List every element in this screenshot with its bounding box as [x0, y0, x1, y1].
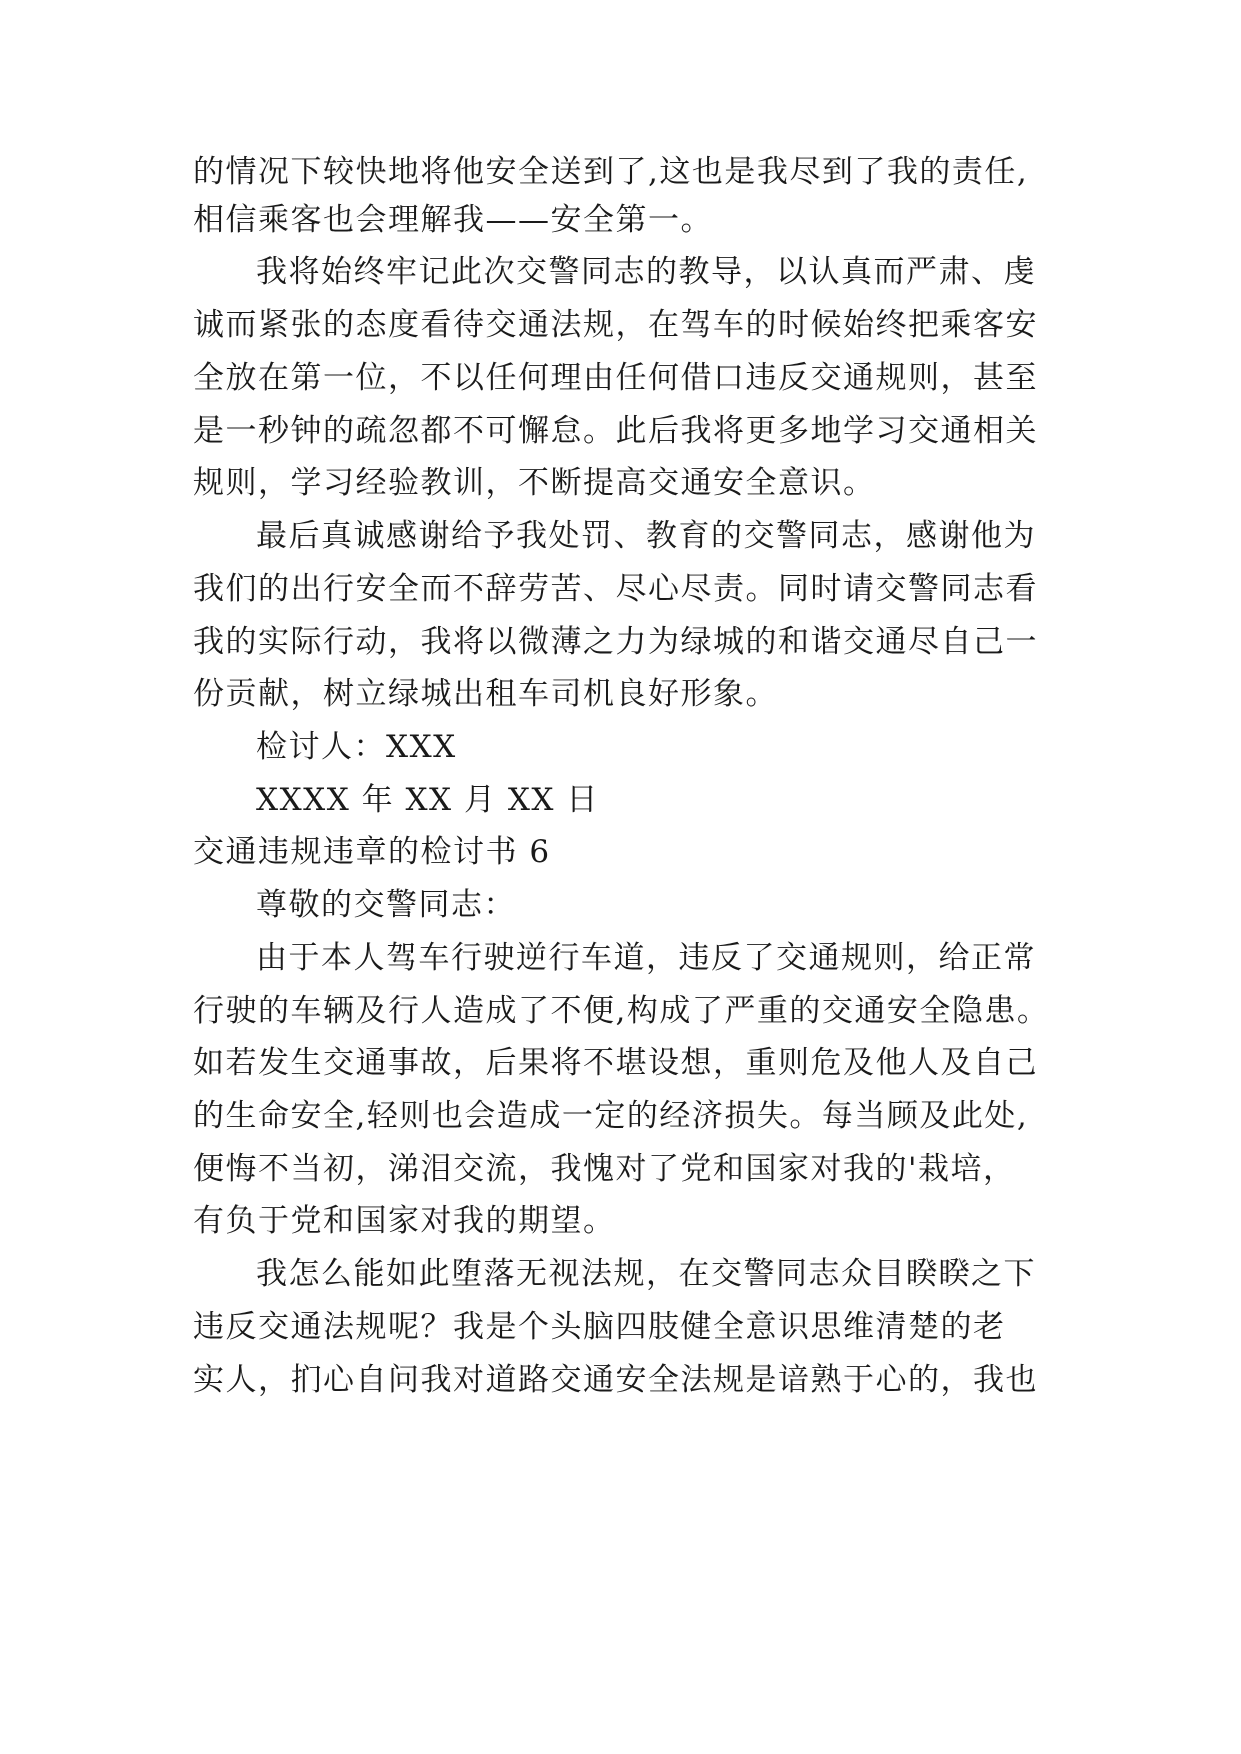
date-line: XXXX 年 XX 月 XX 日: [256, 782, 599, 818]
text-line: 行驶的车辆及行人造成了不便,构成了严重的交通安全隐患。: [193, 993, 1050, 1029]
text-line: 全放在第一位，不以任何理由任何借口违反交通规则，甚至: [193, 360, 1038, 396]
text-line: 相信乘客也会理解我——安全第一。: [193, 202, 713, 238]
section-heading: 交通违规违章的检讨书 6: [193, 834, 551, 870]
text-line: 我的实际行动，我将以微薄之力为绿城的和谐交通尽自己一: [193, 624, 1038, 660]
text-line: 便悔不当初，涕泪交流，我愧对了党和国家对我的'栽培，: [193, 1151, 1016, 1187]
salutation-line: 尊敬的交警同志：: [256, 887, 516, 923]
signature-line: 检讨人：XXX: [256, 729, 457, 765]
text-line: 份贡献，树立绿城出租车司机良好形象。: [193, 676, 778, 712]
paragraph-start-line: 最后真诚感谢给予我处罚、教育的交警同志，感谢他为: [256, 518, 1036, 554]
text-line: 违反交通法规呢？我是个头脑四肢健全意识思维清楚的老: [193, 1309, 1006, 1345]
paragraph-start-line: 我怎么能如此堕落无视法规，在交警同志众目睽睽之下: [256, 1256, 1036, 1292]
paragraph-start-line: 由于本人驾车行驶逆行车道，违反了交通规则，给正常: [256, 940, 1036, 976]
text-line: 如若发生交通事故，后果将不堪设想，重则危及他人及自己: [193, 1045, 1038, 1081]
text-line: 的情况下较快地将他安全送到了,这也是我尽到了我的责任,: [193, 154, 1029, 190]
text-line: 的生命安全,轻则也会造成一定的经济损失。每当顾及此处,: [193, 1098, 1029, 1134]
text-line: 我们的出行安全而不辞劳苦、尽心尽责。同时请交警同志看: [193, 571, 1038, 607]
text-line: 规则，学习经验教训，不断提高交通安全意识。: [193, 465, 876, 501]
text-line: 有负于党和国家对我的期望。: [193, 1203, 616, 1239]
paragraph-start-line: 我将始终牢记此次交警同志的教导，以认真而严肃、虔: [256, 254, 1036, 290]
text-line: 诚而紧张的态度看待交通法规，在驾车的时候始终把乘客安: [193, 307, 1038, 343]
text-line: 是一秒钟的疏忽都不可懈怠。此后我将更多地学习交通相关: [193, 413, 1038, 449]
text-line: 实人，扪心自问我对道路交通安全法规是谙熟于心的，我也: [193, 1362, 1038, 1398]
